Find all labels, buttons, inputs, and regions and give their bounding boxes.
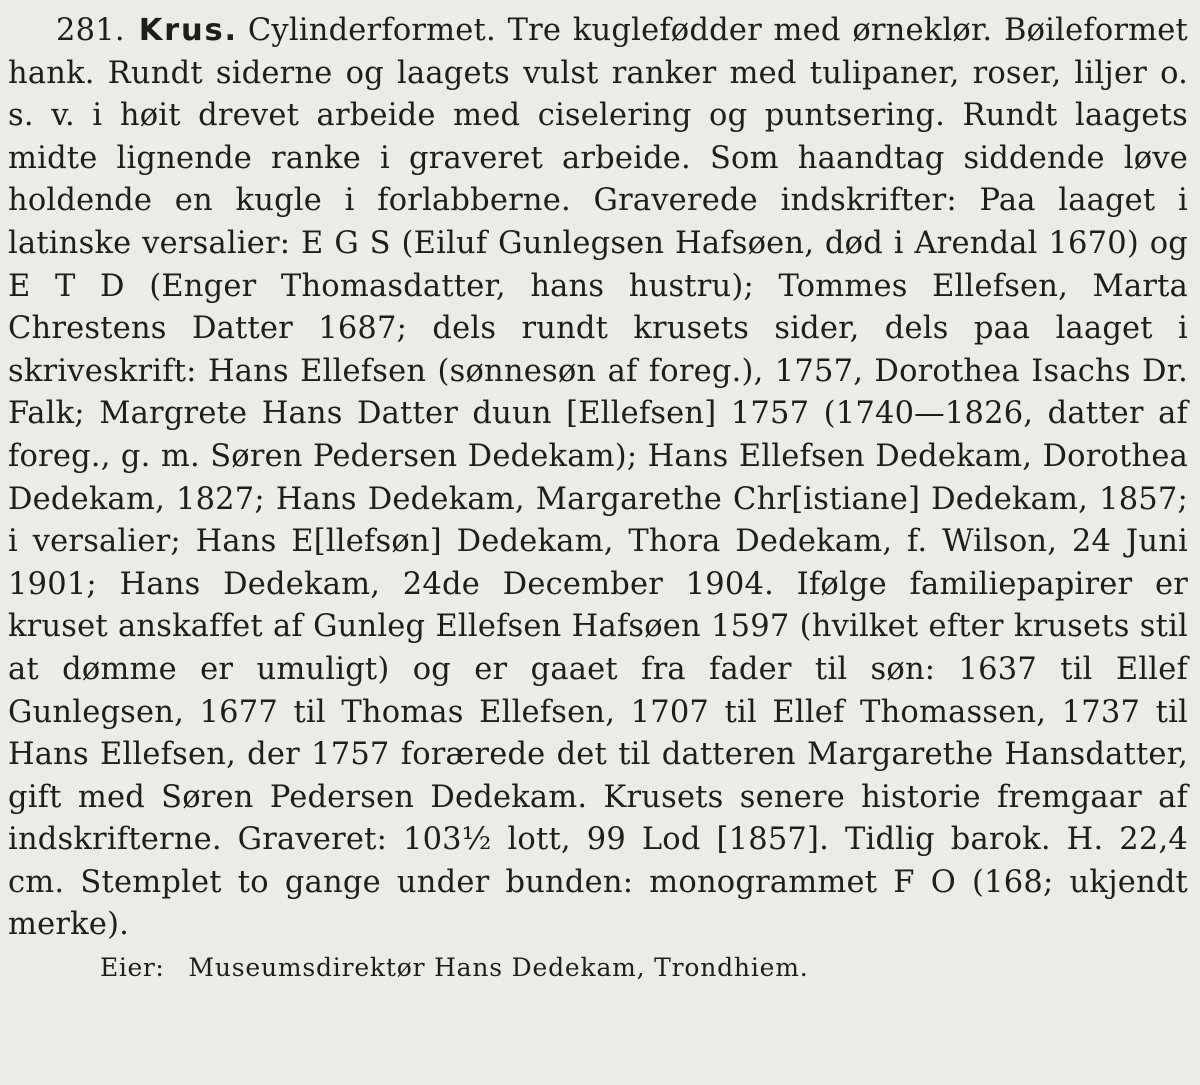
entry-description: Cylinderformet. Tre kuglefødder med ørneklør. Bøileformet hank. Rundt siderne og laagets vulst ranker med tulipaner, roser, liljer o. s. v. i høit drevet arbeide med ciselering og puntsering. Rundt laagets midte lignende ranke i graveret arbeide. Som haandtag siddende løve holdende en kugle i forlabberne. Graverede indskrifter: Paa laaget i latinske versalier: E G S (Eiluf Gunlegsen Hafsøen, død i Arendal 1670) og E T D (Enger Thomasdatter, hans hustru); Tommes Ellefsen, Marta Chrestens Datter 1687; dels rundt krusets sider, dels paa laaget i skriveskrift: Hans Ellefsen (sønnesøn af foreg.), 1757, Dorothea Isachs Dr. Falk; Margrete Hans Datter duun [Ellefsen] 1757 (1740—1826, datter af foreg., g. m. Søren Pedersen Dedekam); Hans Ellefsen Dedekam, Dorothea Dedekam, 1827; Hans Dedekam, Margarethe Chr[istiane] Dedekam, 1857; i versalier; Hans E[llefsøn] Dedekam, Thora Dedekam, f. Wilson, 24 Juni 1901; Hans Dedekam, 24de December 1904. Ifølge familiepapirer er kruset anskaffet af Gunleg Ellefsen Hafsøen 1597 (hvilket efter krusets stil at dømme er umuligt) og er gaaet fra fader til søn: 1637 til Ellef Gunlegsen, 1677 til Thomas Ellefsen, 1707 til Ellef Thomassen, 1737 til Hans Ellefsen, der 1757 forærede det til datteren Margarethe Hansdatter, gift med Søren Pedersen Dedekam. Krusets senere historie fremgaar af indskrifterne. Graveret: 103½ lott, 99 Lod [1857]. Tidlig barok. H. 22,4 cm. Stemplet to gange under bunden: monogrammet F O (168; ukjendt merke).	[8, 13, 1188, 943]
owner-line	[100, 953, 1188, 983]
owner-label: Eier:	[100, 953, 165, 983]
entry-heading: Krus.	[138, 13, 238, 48]
owner-name: Museumsdirektør Hans Dedekam, Trondhiem.	[188, 953, 809, 983]
catalogue-entry	[8, 10, 1188, 947]
entry-number: 281.	[56, 13, 125, 48]
